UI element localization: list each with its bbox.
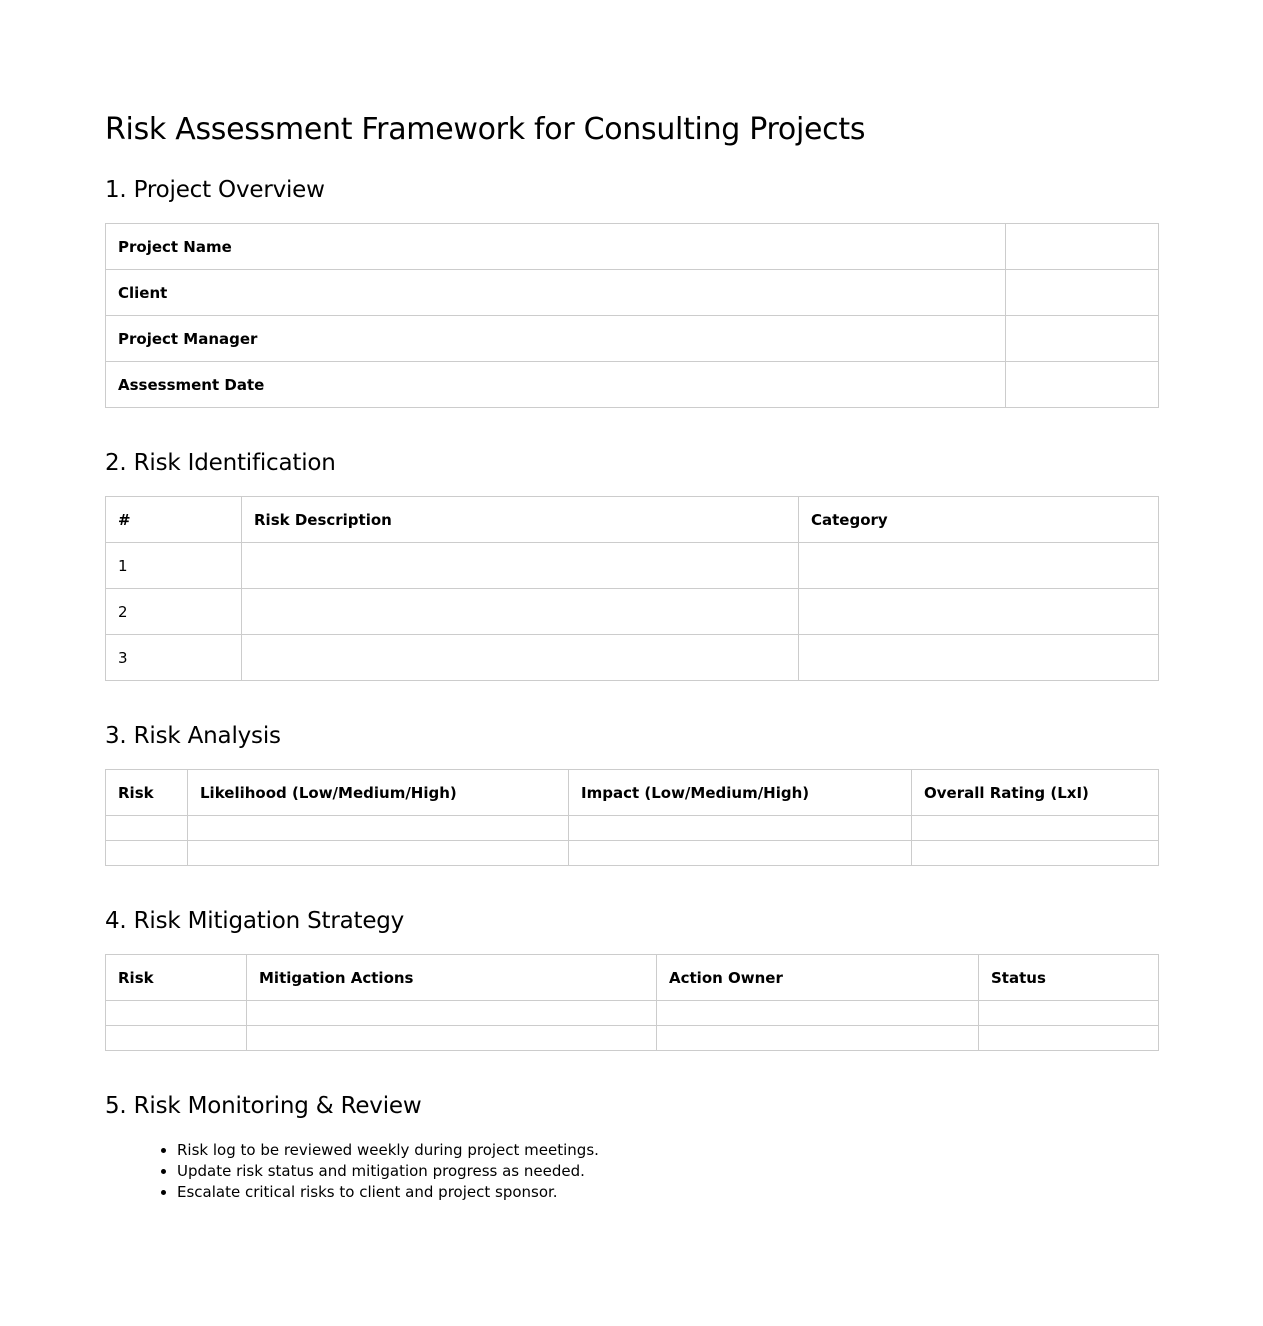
- analysis-impact-cell[interactable]: [569, 816, 912, 841]
- risk-number: 3: [106, 635, 242, 681]
- column-header-impact: Impact (Low/Medium/High): [569, 770, 912, 816]
- analysis-rating-cell[interactable]: [912, 841, 1159, 866]
- risk-description-cell[interactable]: [242, 635, 799, 681]
- table-header-row: [106, 497, 1159, 543]
- column-header-number: #: [106, 497, 242, 543]
- table-row: [106, 635, 1159, 681]
- mitigation-actions-cell[interactable]: [247, 1001, 657, 1026]
- table-row: [106, 1026, 1159, 1051]
- column-header-action-owner: Action Owner: [657, 955, 979, 1001]
- table-row: [106, 316, 1159, 362]
- analysis-likelihood-cell[interactable]: [188, 841, 569, 866]
- column-header-risk: Risk: [106, 770, 188, 816]
- project-overview-table: [105, 223, 1159, 408]
- risk-category-cell[interactable]: [799, 589, 1159, 635]
- table-row: [106, 1001, 1159, 1026]
- analysis-risk-cell[interactable]: [106, 816, 188, 841]
- table-header-row: [106, 770, 1159, 816]
- risk-identification-table: [105, 496, 1159, 681]
- mitigation-status-cell[interactable]: [979, 1026, 1159, 1051]
- list-item: • Risk log to be reviewed weekly during project meetings.: [177, 1140, 599, 1161]
- overview-label-client: Client: [106, 270, 1006, 316]
- list-item: • Update risk status and mitigation progress as needed.: [177, 1161, 599, 1182]
- overview-value-project-manager[interactable]: [1006, 316, 1159, 362]
- analysis-likelihood-cell[interactable]: [188, 816, 569, 841]
- risk-category-cell[interactable]: [799, 635, 1159, 681]
- mitigation-owner-cell[interactable]: [657, 1026, 979, 1051]
- risk-analysis-table: [105, 769, 1159, 866]
- section-heading-risk-mitigation: 4. Risk Mitigation Strategy: [105, 908, 405, 934]
- table-row: [106, 224, 1159, 270]
- column-header-likelihood: Likelihood (Low/Medium/High): [188, 770, 569, 816]
- risk-number: 2: [106, 589, 242, 635]
- analysis-risk-cell[interactable]: [106, 841, 188, 866]
- overview-label-assessment-date: Assessment Date: [106, 362, 1006, 408]
- overview-value-assessment-date[interactable]: [1006, 362, 1159, 408]
- section-heading-risk-monitoring: 5. Risk Monitoring & Review: [105, 1093, 422, 1119]
- table-row: [106, 589, 1159, 635]
- mitigation-risk-cell[interactable]: [106, 1026, 247, 1051]
- mitigation-owner-cell[interactable]: [657, 1001, 979, 1026]
- table-row: [106, 841, 1159, 866]
- table-row: [106, 270, 1159, 316]
- overview-value-project-name[interactable]: [1006, 224, 1159, 270]
- section-heading-risk-analysis: 3. Risk Analysis: [105, 723, 281, 749]
- table-row: [106, 543, 1159, 589]
- risk-description-cell[interactable]: [242, 589, 799, 635]
- mitigation-status-cell[interactable]: [979, 1001, 1159, 1026]
- column-header-category: Category: [799, 497, 1159, 543]
- analysis-rating-cell[interactable]: [912, 816, 1159, 841]
- column-header-overall-rating: Overall Rating (LxI): [912, 770, 1159, 816]
- analysis-impact-cell[interactable]: [569, 841, 912, 866]
- risk-description-cell[interactable]: [242, 543, 799, 589]
- section-heading-risk-identification: 2. Risk Identification: [105, 450, 336, 476]
- mitigation-actions-cell[interactable]: [247, 1026, 657, 1051]
- column-header-status: Status: [979, 955, 1159, 1001]
- overview-label-project-manager: Project Manager: [106, 316, 1006, 362]
- risk-number: 1: [106, 543, 242, 589]
- table-row: [106, 362, 1159, 408]
- section-heading-project-overview: 1. Project Overview: [105, 177, 325, 203]
- monitoring-list: [105, 1140, 599, 1203]
- column-header-mitigation-actions: Mitigation Actions: [247, 955, 657, 1001]
- overview-value-client[interactable]: [1006, 270, 1159, 316]
- table-header-row: [106, 955, 1159, 1001]
- overview-label-project-name: Project Name: [106, 224, 1006, 270]
- document-title: Risk Assessment Framework for Consulting Projects: [105, 112, 866, 147]
- mitigation-risk-cell[interactable]: [106, 1001, 247, 1026]
- risk-category-cell[interactable]: [799, 543, 1159, 589]
- column-header-risk-description: Risk Description: [242, 497, 799, 543]
- list-item: • Escalate critical risks to client and project sponsor.: [177, 1182, 599, 1203]
- risk-mitigation-table: [105, 954, 1159, 1051]
- table-row: [106, 816, 1159, 841]
- column-header-risk: Risk: [106, 955, 247, 1001]
